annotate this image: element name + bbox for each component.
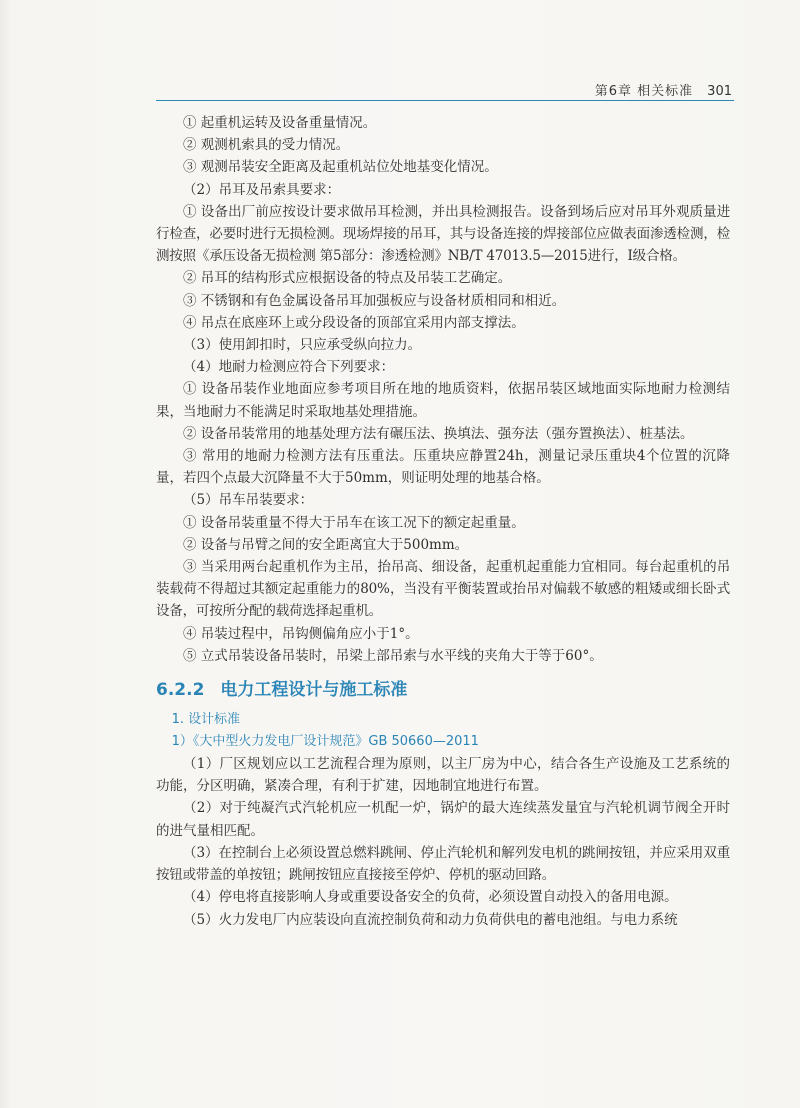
paragraph: ③ 观测吊装安全距离及起重机站位处地基变化情况。: [183, 159, 498, 176]
section-title: 电力工程设计与施工标准: [220, 680, 408, 701]
paragraph: （4）停电将直接影响人身或重要设备安全的负荷，必须设置自动投入的备用电源。: [183, 889, 678, 906]
paragraph: ① 设备吊装重量不得大于吊车在该工况下的额定起重量。: [183, 514, 525, 531]
chapter-title: 第6章 相关标准: [594, 84, 694, 99]
paragraph: ③ 当采用两台起重机作为主吊，抬吊高、细设备，起重机起重能力宜相同。每台起重机的吊装载荷不得超过其额定起重能力的80%，当没有平衡装置或抬吊对偏载不敏感的粗矮或细长卧式设备，可按所分配的载荷选择起重机。: [156, 559, 730, 620]
paragraph: ③ 不锈钢和有色金属设备吊耳加强板应与设备材质相同和相近。: [183, 292, 566, 309]
subheading: 1. 设计标准: [171, 712, 241, 728]
paragraph: ① 起重机运转及设备重量情况。: [183, 115, 377, 131]
paragraph: ② 观测机索具的受力情况。: [183, 137, 350, 154]
paragraph: （3）在控制台上必须设置总燃料跳闸、停止汽轮机和解列发电机的跳闸按钮，并应采用双重按钮或带盖的单按钮；跳闸按钮应直接接至停炉、停机的驱动回路。: [156, 844, 730, 884]
subheading: 1）《大中型火力发电厂设计规范》GB 50660—2011: [171, 734, 479, 750]
paragraph: （1）厂区规划应以工艺流程合理为原则，以主厂房为中心，结合各生产设施及工艺系统的功能，分区明确，紧凑合理，有利于扩建，因地制宜地进行布置。: [156, 756, 730, 795]
paragraph: ② 吊耳的结构形式应根据设备的特点及吊装工艺确定。: [183, 270, 512, 287]
paragraph: （5）吊车吊装要求：: [183, 492, 314, 509]
paragraph: （4）地耐力检测应符合下列要求：: [183, 359, 395, 376]
paragraph: ② 设备与吊臂之间的安全距离宜大于500mm。: [183, 536, 469, 553]
paragraph: ① 设备出厂前应按设计要求做吊耳检测，并出具检测报告。设备到场后应对吊耳外观质量进行检查，必要时进行无损检测。现场焊接的吊耳，其与设备连接的焊接部位应做表面渗透检测，检测按照《承压设备无损检测 第5部分：渗透检测》NB/T 47013.5—2015进行，Ⅰ级合格。: [156, 203, 730, 265]
paragraph: （2）对于纯凝汽式汽轮机应一机配一炉，锅炉的最大连续蒸发量宜与汽轮机调节阀全开时的进气量相匹配。: [156, 800, 730, 839]
paragraph: ⑤ 立式吊装设备吊装时，吊梁上部吊索与水平线的夹角大于等于60°。: [183, 647, 603, 664]
page-body: [156, 112, 730, 931]
page-header: [156, 78, 734, 101]
paragraph: ② 设备吊装常用的地基处理方法有碾压法、换填法、强夯法（强夯置换法）、桩基法。: [183, 425, 694, 442]
page-number: 301: [707, 84, 732, 99]
running-head: [595, 80, 732, 99]
paragraph: ③ 常用的地耐力检测方法有压重法。压重块应静置24h，测量记录压重块4个位置的沉降量，若四个点最大沉降量不大于50mm，则证明处理的地基合格。: [156, 448, 730, 487]
paragraph: （3）使用卸扣时，只应承受纵向拉力。: [183, 337, 422, 354]
paragraph: ④ 吊点在底座环上或分段设备的顶部宜采用内部支撑法。: [183, 314, 525, 331]
paragraph: （5）火力发电厂内应装设向直流控制负荷和动力负荷供电的蓄电池组。与电力系统: [183, 911, 678, 928]
paragraph: ④ 吊装过程中，吊钩侧偏角应小于1°。: [183, 625, 419, 642]
paragraph: ① 设备吊装作业地面应参考项目所在地的地质资料，依据吊装区域地面实际地耐力检测结果，当地耐力不能满足时采取地基处理措施。: [156, 381, 730, 420]
section-heading: [156, 677, 730, 703]
section-number: 6.2.2: [156, 680, 205, 701]
paragraph: （2）吊耳及吊索具要求：: [183, 181, 341, 198]
